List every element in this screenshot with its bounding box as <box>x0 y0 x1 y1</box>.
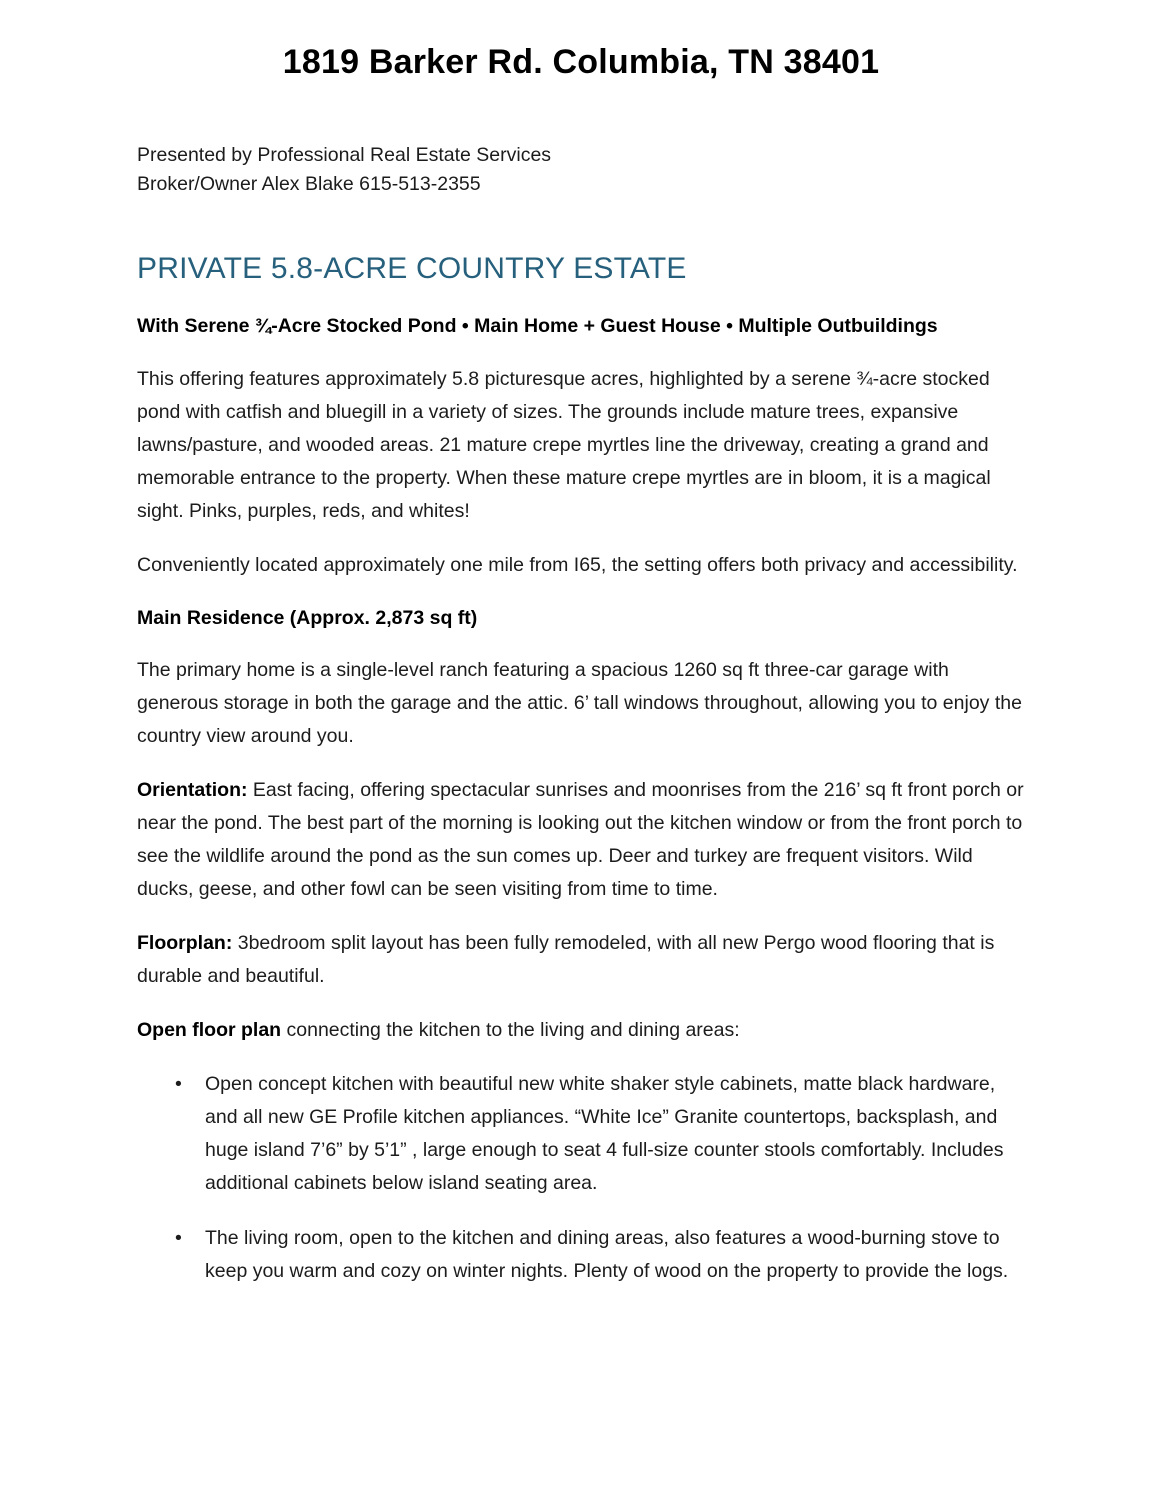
orientation-paragraph <box>137 774 1025 906</box>
bullet-kitchen: • Open concept kitchen with beautiful new white shaker style cabinets, matte black hardware, and all new GE Profile kitchen appliances. “White Ice” Granite countertops, backsplash, and huge island 7’6” by 5’1” , large enough to seat 4 full-size counter stools comfortably. Includes additional cabinets below island seating area. <box>175 1068 1025 1200</box>
presented-by-line: Presented by Professional Real Estate Services <box>137 143 552 166</box>
features-bullet-list <box>137 1068 1025 1288</box>
open-floor-plan-label: Open floor plan <box>137 1018 282 1041</box>
primary-home-paragraph: The primary home is a single-level ranch featuring a spacious 1260 sq ft three-car garage with generous storage in both the garage and the attic. 6’ tall windows throughout, allowing you to enjoy the country view around you. <box>137 658 1022 747</box>
open-floor-plan-text: connecting the kitchen to the living and dining areas: <box>281 1018 740 1041</box>
presenter-block <box>137 141 1025 199</box>
floorplan-text: 3bedroom split layout has been fully remodeled, with all new Pergo wood flooring that is durable and beautiful. <box>137 931 995 987</box>
broker-line: Broker/Owner Alex Blake 615-513-2355 <box>137 172 481 195</box>
estate-subheading: With Serene ¾-Acre Stocked Pond • Main Home + Guest House • Multiple Outbuildings <box>137 314 938 337</box>
estate-section-heading: PRIVATE 5.8-ACRE COUNTRY ESTATE <box>137 251 687 285</box>
orientation-text: East facing, offering spectacular sunrises and moonrises from the 216’ sq ft front porch or near the pond. The best part of the morning is looking out the kitchen window or from the front porch to see the wildlife around the pond as the sun comes up. Deer and turkey are frequent visitors. Wild ducks, geese, and other fowl can be seen visiting from time to time. <box>137 778 1024 900</box>
main-residence-heading: Main Residence (Approx. 2,873 sq ft) <box>137 606 478 629</box>
floorplan-label: Floorplan: <box>137 931 233 954</box>
location-paragraph: Conveniently located approximately one mile from I65, the setting offers both privacy and accessibility. <box>137 553 1018 576</box>
acreage-paragraph: This offering features approximately 5.8 picturesque acres, highlighted by a serene ¾-acre stocked pond with catfish and bluegill in a variety of sizes. The grounds include mature trees, expansive lawns/pasture, and wooded areas. 21 mature crepe myrtles line the driveway, creating a grand and memorable entrance to the property. When these mature crepe myrtles are in bloom, it is a magical sight. Pinks, purples, reds, and whites! <box>137 367 991 522</box>
document-title: 1819 Barker Rd. Columbia, TN 38401 <box>282 43 880 81</box>
floorplan-paragraph <box>137 927 1025 993</box>
orientation-label: Orientation: <box>137 778 248 801</box>
bullet-living-room: • The living room, open to the kitchen and dining areas, also features a wood-burning stove to keep you warm and cozy on winter nights. Plenty of wood on the property to provide the logs. <box>175 1222 1025 1288</box>
open-floor-plan-paragraph <box>137 1014 1025 1047</box>
